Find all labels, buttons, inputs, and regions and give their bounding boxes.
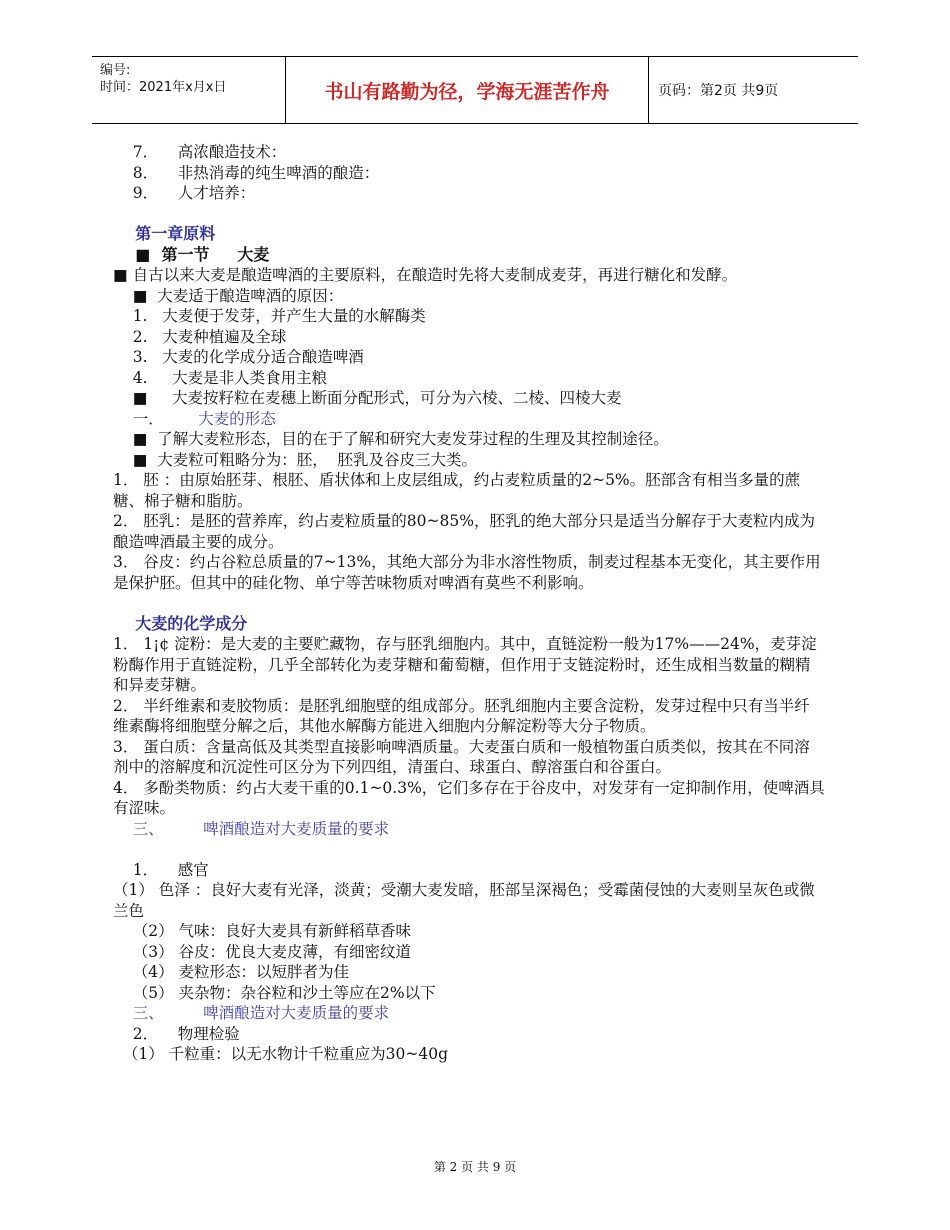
paragraph: ■ 自古以来大麦是酿造啤酒的主要原料，在酿造时先将大麦制成麦芽，再进行糖化和发酵。 <box>113 266 738 284</box>
list-item: （5） 夹杂物：杂谷粒和沙土等应在2%以下 <box>113 983 436 1002</box>
section-title: ■ 第一节 大麦 <box>113 244 270 264</box>
list-item: 2． 物理检验 <box>113 1024 240 1043</box>
list-item: 1． 1¡¢ 淀粉：是大麦的主要贮藏物，存与胚乳细胞内。其中，直链淀粉一般为17%——24%，麦芽淀粉酶作用于直链淀粉，几乎全部转化为麦芽糖和葡萄糖，但作用于支链淀粉时，还生成相当数量的糊精和异麦芽糖。 <box>113 635 817 694</box>
list-item: 2． 胚乳：是胚的营养库，约占麦粒质量的80~85%，胚乳的绝大部分只是适当分解存于大麦粒内成为酿造啤酒最主要的成分。 <box>113 512 815 551</box>
list-item: 2． 半纤维素和麦胶物质：是胚乳细胞壁的组成部分。胚乳细胞内主要含淀粉，发芽过程中只有当半纤维素酶将细胞壁分解之后，其他水解酶方能进入细胞内分解淀粉等大分子物质。 <box>113 696 810 735</box>
list-item: 3． 蛋白质：含量高低及其类型直接影响啤酒质量。大麦蛋白质和一般植物蛋白质类似，按其在不同溶剂中的溶解度和沉淀性可区分为下列四组，清蛋白、球蛋白、醇溶蛋白和谷蛋白。 <box>113 737 810 776</box>
page-header <box>92 56 858 124</box>
header-page-info: 页码：第2页 共9页 <box>658 83 779 99</box>
chapter-title: 第一章原料 <box>113 224 216 243</box>
header-time-label: 时间：2021年x月x日 <box>100 80 227 95</box>
list-item: 7． 高浓酿造技术： <box>113 143 287 161</box>
header-meta <box>100 62 226 96</box>
list-item: 3. 大麦的化学成分适合酿造啤酒 <box>113 348 364 366</box>
paragraph: ■ 大麦按籽粒在麦穗上断面分配形式，可分为六棱、二棱、四棱大麦 <box>113 389 622 407</box>
list-item: 4. 大麦是非人类食用主粮 <box>113 368 328 387</box>
subsection-heading: 三、 啤酒酿造对大麦质量的要求 <box>113 819 390 838</box>
list-item: （1） 千粒重：以无水物计千粒重应为30~40g <box>113 1045 448 1063</box>
list-item: 9． 人才培养： <box>113 184 256 202</box>
header-number-label: 编号: <box>100 63 131 78</box>
header-divider <box>648 57 649 123</box>
list-item: （3） 谷皮：优良大麦皮薄，有细密纹道 <box>113 942 411 961</box>
header-motto: 书山有路勤为径，学海无涯苦作舟 <box>324 80 610 103</box>
subsection-number: 一． <box>113 409 164 428</box>
list-item: 2. 大麦种植遍及全球 <box>113 327 287 346</box>
list-item: 1. 大麦便于发芽，并产生大量的水解酶类 <box>113 307 426 325</box>
list-item: 3． 谷皮：约占谷粒总质量的7~13%，其绝大部分为非水溶性物质，制麦过程基本无变化，其主要作用是保护胚。但其中的硅化物、单宁等苦味物质对啤酒有莫些不利影响。 <box>113 553 821 592</box>
list-item: 1． 感官 <box>113 860 209 879</box>
page-footer: 第 2 页 共 9 页 <box>433 1160 517 1174</box>
paragraph: ■ 大麦适于酿造啤酒的原因： <box>113 286 344 305</box>
subsection-title: 大麦的形态 <box>163 409 276 428</box>
list-item: 4． 多酚类物质：约占大麦干重的0.1~0.3%，它们多存在于谷皮中，对发芽有一定抑制作用，使啤酒具有涩味。 <box>113 778 825 817</box>
document-body <box>113 142 825 1065</box>
paragraph: ■ 大麦粒可粗略分为：胚， 胚乳及谷皮三大类。 <box>113 450 478 469</box>
list-item: 8． 非热消毒的纯生啤酒的酿造： <box>113 163 380 182</box>
paragraph: ■ 了解大麦粒形态，目的在于了解和研究大麦发芽过程的生理及其控制途径。 <box>113 430 669 448</box>
list-item: （4） 麦粒形态：以短胖者为佳 <box>113 963 349 981</box>
subsection-heading <box>113 409 825 430</box>
list-item: （2） 气味：良好大麦具有新鲜稻草香味 <box>113 922 411 940</box>
section-heading: 大麦的化学成分 <box>113 613 248 633</box>
list-item: （1） 色泽 ：良好大麦有光泽，淡黄；受潮大麦发暗，胚部呈深褐色；受霉菌侵蚀的大麦则呈灰色或微兰色 <box>113 881 815 920</box>
subsection-heading: 三、 啤酒酿造对大麦质量的要求 <box>113 1004 390 1022</box>
list-item: 1． 胚 ：由原始胚芽、根胚、盾状体和上皮层组成，约占麦粒质量的2~5%。胚部含有相当多量的蔗糖、棉子糖和脂肪。 <box>113 471 801 510</box>
